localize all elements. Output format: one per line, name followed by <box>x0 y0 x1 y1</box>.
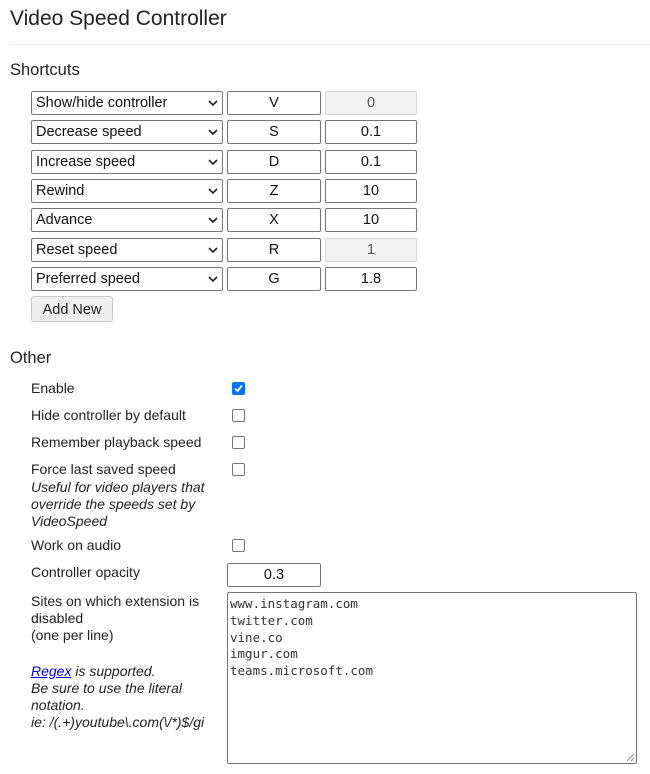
shortcut-action-label: Rewind <box>36 183 85 199</box>
blacklist-site-line: imgur.com <box>230 646 298 662</box>
shortcut-action-label: Decrease speed <box>36 124 142 140</box>
shortcut-key-input[interactable]: G <box>227 267 321 291</box>
controller-opacity-label: Controller opacity <box>31 564 140 580</box>
regex-note <box>31 663 231 731</box>
literal-note: Be sure to use the literal notation. <box>31 680 182 713</box>
work-on-audio-label: Work on audio <box>31 537 122 553</box>
title-divider <box>10 44 650 45</box>
shortcut-action-select[interactable] <box>31 91 223 115</box>
shortcut-action-label: Increase speed <box>36 154 136 170</box>
shortcut-value-input: 0 <box>325 91 417 115</box>
blacklist-label-note: (one per line) <box>31 627 114 643</box>
shortcut-key-input[interactable]: V <box>227 91 321 115</box>
resize-grip-icon[interactable] <box>626 753 635 762</box>
add-new-button[interactable]: Add New <box>31 296 113 322</box>
enable-label: Enable <box>31 380 75 396</box>
shortcut-key-input[interactable]: X <box>227 208 321 232</box>
shortcut-action-label: Reset speed <box>36 242 118 258</box>
chevron-down-icon <box>207 185 219 197</box>
chevron-down-icon <box>207 273 219 285</box>
hide-controller-label: Hide controller by default <box>31 407 186 423</box>
regex-link[interactable]: Regex <box>31 663 72 679</box>
shortcut-action-select[interactable] <box>31 150 223 174</box>
shortcut-action-label: Advance <box>36 212 93 228</box>
chevron-down-icon <box>207 244 219 256</box>
blacklist-site-line: twitter.com <box>230 612 313 628</box>
blacklist-site-line: vine.co <box>230 629 283 645</box>
shortcut-action-select[interactable] <box>31 179 223 203</box>
shortcut-action-label: Preferred speed <box>36 271 140 287</box>
shortcut-value-input[interactable]: 10 <box>325 179 417 203</box>
regex-suffix: is supported. <box>71 663 156 679</box>
other-heading: Other <box>10 349 52 367</box>
remember-speed-checkbox[interactable] <box>232 436 245 449</box>
shortcut-value-input[interactable]: 1.8 <box>325 267 417 291</box>
chevron-down-icon <box>207 97 219 109</box>
chevron-down-icon <box>207 214 219 226</box>
blacklist-site-line: teams.microsoft.com <box>230 663 373 679</box>
shortcut-value-input[interactable]: 0.1 <box>325 120 417 144</box>
force-last-speed-label: Force last saved speed <box>31 461 176 477</box>
blacklist-textarea[interactable] <box>227 592 637 764</box>
shortcut-action-label: Show/hide controller <box>36 95 168 111</box>
checkmark-icon <box>233 383 244 394</box>
shortcut-action-select[interactable] <box>31 208 223 232</box>
shortcuts-heading: Shortcuts <box>10 61 80 79</box>
shortcut-action-select[interactable] <box>31 267 223 291</box>
blacklist-label <box>31 593 221 644</box>
work-on-audio-checkbox[interactable] <box>232 539 245 552</box>
shortcut-value-input: 1 <box>325 238 417 262</box>
shortcut-value-input[interactable]: 10 <box>325 208 417 232</box>
chevron-down-icon <box>207 156 219 168</box>
hide-controller-checkbox[interactable] <box>232 409 245 422</box>
force-last-speed-help: Useful for video players that override the speeds set by VideoSpeed <box>31 479 205 529</box>
shortcut-action-select[interactable] <box>31 238 223 262</box>
shortcut-key-input[interactable]: D <box>227 150 321 174</box>
shortcut-key-input[interactable]: S <box>227 120 321 144</box>
regex-example: ie: /(.+)youtube\.com(\/*)$/gi <box>31 714 205 730</box>
controller-opacity-input[interactable]: 0.3 <box>227 563 321 587</box>
blacklist-site-line: www.instagram.com <box>230 596 358 611</box>
force-last-speed-checkbox[interactable] <box>232 463 245 476</box>
remember-speed-label: Remember playback speed <box>31 434 202 450</box>
chevron-down-icon <box>207 126 219 138</box>
shortcut-key-input[interactable]: R <box>227 238 321 262</box>
shortcut-key-input[interactable]: Z <box>227 179 321 203</box>
page-title: Video Speed Controller <box>10 7 227 30</box>
enable-checkbox[interactable] <box>232 382 245 395</box>
blacklist-label-text: Sites on which extension is disabled <box>31 593 200 626</box>
shortcut-action-select[interactable] <box>31 120 223 144</box>
shortcut-value-input[interactable]: 0.1 <box>325 150 417 174</box>
